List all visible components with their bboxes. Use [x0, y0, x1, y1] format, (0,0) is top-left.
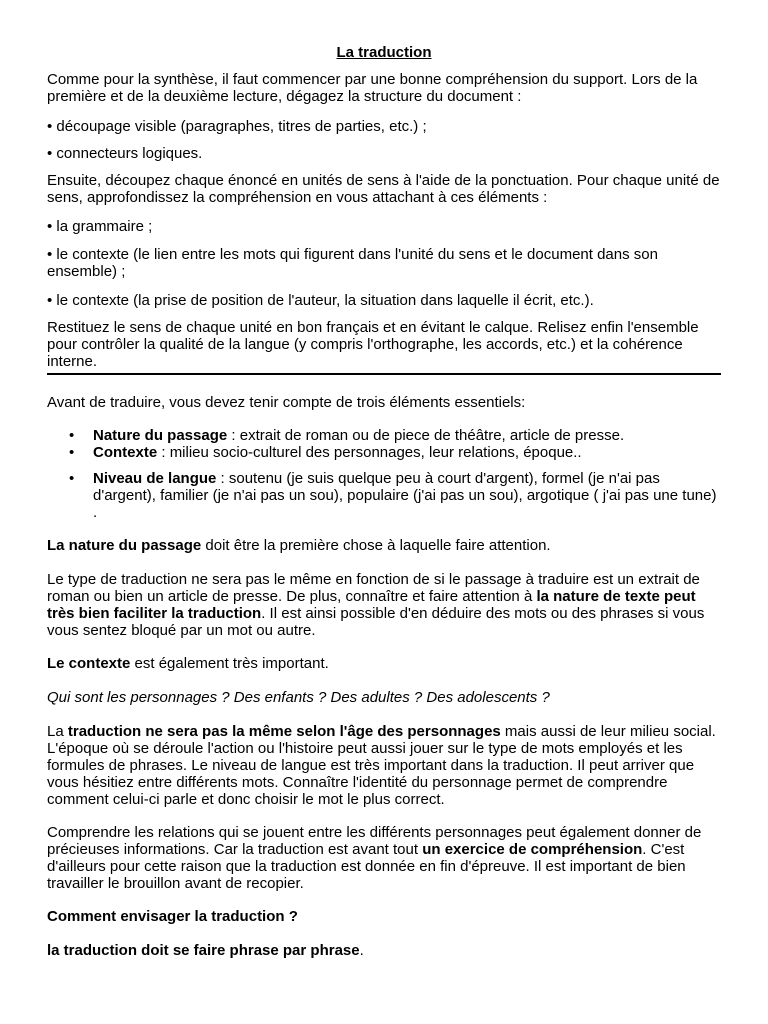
relations-paragraph: Comprendre les relations qui se jouent entre les différents personnages peut également donner de précieuses informations. Car la traduction est avant tout un exercice de compréhension. C'est d'ailleurs pour cette raison que la traduction est donnée en fin d'épreuve. Il est important de bien travailler le brouillon avant de recopier. [47, 824, 702, 892]
envisager-heading: Comment envisager la traduction ? [47, 908, 298, 925]
phrase-par-phrase: la traduction doit se faire phrase par phrase. [47, 942, 364, 959]
bullet-contexte-1: • le contexte (le lien entre les mots qui figurent dans l'unité du sens et le document dans son ensemble) ; [47, 246, 658, 280]
bullet-icon: • [69, 427, 75, 444]
type-traduction-paragraph: Le type de traduction ne sera pas le même en fonction de si le passage à traduire est un extrait de roman ou bien un article de presse. De plus, connaître et faire attention à la nature de texte peut très bien faciliter la traduction. Il est ainsi possible d'en déduire des mots ou des phrases si vous vous sentez bloqué par un mot ou autre. [47, 571, 705, 639]
nature-paragraph: La nature du passage doit être la première chose à laquelle faire attention. [47, 537, 551, 554]
bullet-grammaire: • la grammaire ; [47, 218, 153, 235]
bullet-contexte-2: • le contexte (la prise de position de l'auteur, la situation dans laquelle il écrit, etc.). [47, 292, 594, 309]
avant-paragraph: Avant de traduire, vous devez tenir compte de trois éléments essentiels: [47, 394, 526, 411]
list-item: • Nature du passage : extrait de roman ou de piece de théâtre, article de presse. [69, 427, 625, 444]
restituez-paragraph: Restituez le sens de chaque unité en bon français et en évitant le calque. Relisez enfin l'ensemble pour contrôler la qualité de la langue (y compris l'orthographe, les accords, etc.) et la cohérence interne. [47, 319, 699, 370]
bullet-decoupage: • découpage visible (paragraphes, titres de parties, etc.) ; [47, 118, 427, 135]
bullet-icon: • [69, 444, 75, 461]
horizontal-rule [47, 373, 721, 375]
document-title: La traduction [336, 44, 432, 61]
intro-paragraph: Comme pour la synthèse, il faut commencer par une bonne compréhension du support. Lors de la première et de la deuxième lecture, dégagez la structure du document : [47, 71, 698, 105]
elements-list [47, 427, 721, 521]
contexte-paragraph: Le contexte est également très important. [47, 655, 329, 672]
decoupage-paragraph: Ensuite, découpez chaque énoncé en unités de sens à l'aide de la ponctuation. Pour chaque unité de sens, approfondissez la compréhension en vous attachant à ces éléments : [47, 172, 720, 206]
bullet-connecteurs: • connecteurs logiques. [47, 145, 203, 162]
age-paragraph: La traduction ne sera pas la même selon l'âge des personnages mais aussi de leur milieu social. L'époque où se déroule l'action ou l'histoire peut aussi jouer sur le type de mots employés et les formules de phrases. Le niveau de langue est très important dans la traduction. Il peut arriver que vous hésitiez entre différents mots. Connaître l'identité du personnage permet de comprendre comment celui-ci parle et donc choisir le mot le plus correct. [47, 723, 716, 808]
question-paragraph: Qui sont les personnages ? Des enfants ? Des adultes ? Des adolescents ? [47, 689, 550, 706]
list-item: • Niveau de langue : soutenu (je suis quelque peu à court d'argent), formel (je n'ai pas d'argent), familier (je n'ai pas un sou), populaire (j'ai pas un sou), argotique ( j'ai pas une tune) . [69, 470, 717, 521]
list-item: • Contexte : milieu socio-culturel des personnages, leur relations, époque.. [69, 444, 582, 461]
bullet-icon: • [69, 470, 75, 487]
